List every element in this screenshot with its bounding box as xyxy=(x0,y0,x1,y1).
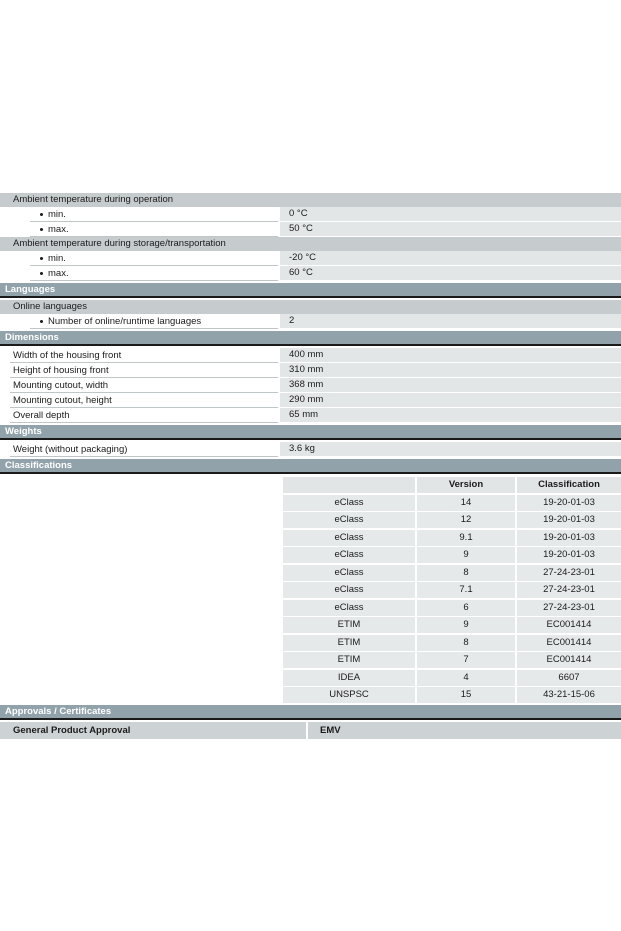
classification-code: 19-20-01-03 xyxy=(517,512,621,528)
classification-standard: eClass xyxy=(283,530,415,546)
classifications-header-row xyxy=(283,477,621,493)
spec-row xyxy=(0,207,621,222)
classification-row xyxy=(283,652,621,668)
section-header-dimensions: Dimensions xyxy=(0,331,621,346)
spec-row xyxy=(0,348,621,363)
section-header-weights: Weights xyxy=(0,425,621,440)
classification-standard: eClass xyxy=(283,495,415,511)
spec-row-value: 290 mm xyxy=(278,393,621,408)
spec-row-label: max. xyxy=(48,268,69,279)
classification-standard: eClass xyxy=(283,600,415,616)
spec-sheet xyxy=(0,193,621,739)
spec-row-value: 60 °C xyxy=(278,266,621,281)
classification-row xyxy=(283,687,621,703)
spec-row-label: min. xyxy=(48,253,66,264)
spec-row-label-cell xyxy=(0,408,278,423)
spec-row-label: Overall depth xyxy=(13,410,70,421)
spec-row xyxy=(0,314,621,329)
spec-row-label-cell xyxy=(0,251,278,266)
classification-version: 4 xyxy=(417,670,515,686)
approval-row xyxy=(0,722,621,739)
classification-code: 19-20-01-03 xyxy=(517,530,621,546)
spec-row-label: min. xyxy=(48,209,66,220)
subsection-header-online-languages: Online languages xyxy=(0,300,621,314)
bullet-icon xyxy=(40,320,43,323)
spec-row xyxy=(0,266,621,281)
section-header-languages: Languages xyxy=(0,283,621,298)
spec-row-label: Mounting cutout, height xyxy=(13,395,112,406)
spec-row-label-cell xyxy=(0,363,278,378)
section-header-approvals: Approvals / Certificates xyxy=(0,705,621,720)
spec-row-value: 310 mm xyxy=(278,363,621,378)
spec-row xyxy=(0,378,621,393)
classification-version: 14 xyxy=(417,495,515,511)
classification-version: 9.1 xyxy=(417,530,515,546)
spec-row-value: -20 °C xyxy=(278,251,621,266)
spec-row-label-cell xyxy=(0,314,278,329)
classifications-header-version: Version xyxy=(417,477,515,493)
spec-row-value: 3.6 kg xyxy=(278,442,621,457)
bullet-icon xyxy=(40,213,43,216)
spec-row-label-cell xyxy=(0,207,278,222)
classification-code: 27-24-23-01 xyxy=(517,582,621,598)
section-header-classifications: Classifications xyxy=(0,459,621,474)
classification-code: EC001414 xyxy=(517,617,621,633)
classifications-header-classification: Classification xyxy=(517,477,621,493)
classification-standard: ETIM xyxy=(283,617,415,633)
classification-standard: ETIM xyxy=(283,652,415,668)
classification-code: 27-24-23-01 xyxy=(517,565,621,581)
spec-row-value: 65 mm xyxy=(278,408,621,423)
spec-row xyxy=(0,251,621,266)
classification-standard: UNSPSC xyxy=(283,687,415,703)
spec-row-label-cell xyxy=(0,442,278,457)
spec-row-label: Number of online/runtime languages xyxy=(48,316,202,327)
spec-row-label-cell xyxy=(0,266,278,281)
classification-code: 27-24-23-01 xyxy=(517,600,621,616)
classification-code: 19-20-01-03 xyxy=(517,495,621,511)
spec-row-label: Weight (without packaging) xyxy=(13,444,128,455)
classification-version: 15 xyxy=(417,687,515,703)
classification-row xyxy=(283,565,621,581)
spec-row-value: 50 °C xyxy=(278,222,621,237)
classification-code: 19-20-01-03 xyxy=(517,547,621,563)
bullet-icon xyxy=(40,272,43,275)
classification-standard: eClass xyxy=(283,582,415,598)
spec-row-value: 2 xyxy=(278,314,621,329)
classification-standard: IDEA xyxy=(283,670,415,686)
classification-standard: eClass xyxy=(283,565,415,581)
spec-row-value: 0 °C xyxy=(278,207,621,222)
classification-version: 7 xyxy=(417,652,515,668)
spec-row-label-cell xyxy=(0,378,278,393)
classification-row xyxy=(283,495,621,511)
classification-standard: eClass xyxy=(283,512,415,528)
spec-row xyxy=(0,222,621,237)
classification-row xyxy=(283,670,621,686)
classification-code: 6607 xyxy=(517,670,621,686)
spec-row-label-cell xyxy=(0,348,278,363)
classification-version: 8 xyxy=(417,635,515,651)
spec-row xyxy=(0,393,621,408)
subsection-header-ambient-operation: Ambient temperature during operation xyxy=(0,193,621,207)
spec-row-value: 368 mm xyxy=(278,378,621,393)
classification-code: EC001414 xyxy=(517,635,621,651)
spec-row xyxy=(0,408,621,423)
classification-version: 9 xyxy=(417,547,515,563)
spec-row-label: Mounting cutout, width xyxy=(13,380,109,391)
spec-row-label: Height of housing front xyxy=(13,365,109,376)
bullet-icon xyxy=(40,257,43,260)
spec-row xyxy=(0,442,621,457)
classification-code: 43-21-15-06 xyxy=(517,687,621,703)
bullet-icon xyxy=(40,228,43,231)
subsection-header-ambient-storage: Ambient temperature during storage/transportation xyxy=(0,237,621,251)
classification-version: 7.1 xyxy=(417,582,515,598)
classifications-table xyxy=(283,477,621,703)
classification-standard: ETIM xyxy=(283,635,415,651)
classification-row xyxy=(283,512,621,528)
classification-standard: eClass xyxy=(283,547,415,563)
spec-row-label-cell xyxy=(0,222,278,237)
classification-row xyxy=(283,617,621,633)
classification-row xyxy=(283,600,621,616)
classifications-header-standard xyxy=(283,477,415,493)
classification-code: EC001414 xyxy=(517,652,621,668)
approval-label: General Product Approval xyxy=(0,722,306,739)
spec-row xyxy=(0,363,621,378)
classification-row xyxy=(283,547,621,563)
approval-value: EMV xyxy=(306,722,621,739)
classification-version: 6 xyxy=(417,600,515,616)
classification-row xyxy=(283,530,621,546)
spec-row-value: 400 mm xyxy=(278,348,621,363)
spec-row-label-cell xyxy=(0,393,278,408)
spec-row-label: Width of the housing front xyxy=(13,350,122,361)
classification-version: 12 xyxy=(417,512,515,528)
spec-row-label: max. xyxy=(48,224,69,235)
classification-row xyxy=(283,635,621,651)
classification-row xyxy=(283,582,621,598)
classification-version: 8 xyxy=(417,565,515,581)
classification-version: 9 xyxy=(417,617,515,633)
